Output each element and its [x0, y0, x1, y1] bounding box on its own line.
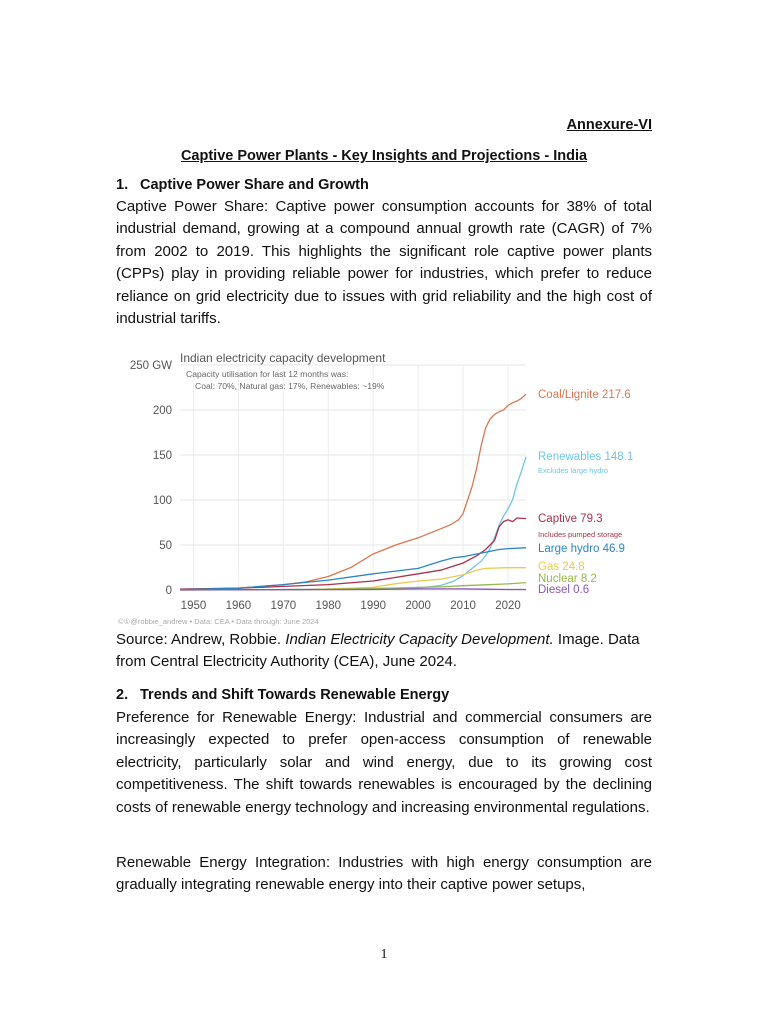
chart-subtitle-line-1: Capacity utilisation for last 12 months was:: [186, 369, 349, 379]
section-2-title: Trends and Shift Towards Renewable Energy: [140, 687, 450, 703]
chart-footer: ©①@robbie_andrew • Data: CEA • Data through: June 2024: [118, 617, 319, 626]
caption-suffix: Image. Data from Central Electricity Authority (CEA), June 2024.: [116, 631, 640, 671]
y-tick-label: 250 GW: [129, 360, 172, 372]
section-2-paragraph-1: Preference for Renewable Energy: Industrial and commercial consumers are increasingly expected to prefer open-access consumption of renewable electricity, particularly solar and wind energy, due to its growing cost competitiveness. The shift towards renewables is encouraged by the declining costs of renewable energy technology and increasing environmental regulations.: [116, 709, 652, 816]
section-1-paragraph: Captive Power Share: Captive power consumption accounts for 38% of total industrial demand, growing at a compound annual growth rate (CAGR) of 7% from 2002 to 2019. This highlights the significant role captive power plants (CPPs) play in providing reliable power for industries, which prefer to reduce reliance on grid electricity due to issues with grid reliability and the high cost of industrial tariffs.: [116, 198, 652, 328]
series-sublabel-renewables: Excludes large hydro: [538, 466, 609, 475]
section-2-paragraph-2: Renewable Energy Integration: Industries with high energy consumption are gradually integrating renewable energy into their captive power setups,: [116, 854, 652, 894]
x-tick-label: 1980: [315, 600, 342, 612]
section-2-heading: [116, 687, 449, 703]
x-tick-label: 1990: [360, 600, 387, 612]
y-tick-label: 100: [152, 495, 172, 507]
y-tick-label: 150: [152, 450, 172, 462]
x-tick-label: 2020: [495, 600, 521, 612]
figure-caption: [116, 629, 652, 674]
document-title: Captive Power Plants - Key Insights and Projections - India: [180, 148, 588, 164]
y-tick-label: 0: [165, 585, 172, 597]
x-tick-label: 2000: [405, 600, 431, 612]
series-label-renewables: Renewables 148.1: [538, 451, 634, 463]
annexure-label: Annexure-VI: [566, 117, 652, 133]
caption-prefix: Source: Andrew, Robbie.: [116, 631, 286, 648]
section-1-heading: [116, 177, 369, 193]
capacity-chart-svg: [118, 347, 648, 627]
series-label-nuclear: Nuclear 8.2: [538, 573, 597, 585]
capacity-chart: [118, 347, 648, 627]
series-label-captive: Captive 79.3: [538, 513, 603, 525]
section-1-number: 1.: [116, 177, 129, 193]
series-label-gas: Gas 24.8: [538, 561, 585, 573]
caption-title: Indian Electricity Capacity Development.: [285, 631, 554, 648]
series-label-large-hydro: Large hydro 46.9: [538, 543, 625, 555]
x-tick-label: 1950: [180, 600, 207, 612]
chart-title: Indian electricity capacity development: [180, 351, 386, 365]
section-2-number: 2.: [116, 687, 129, 703]
y-tick-label: 200: [152, 405, 172, 417]
chart-subtitle-line-2: Coal: 70%, Natural gas: 17%, Renewables: ~19%: [195, 381, 385, 391]
page-number: 1: [380, 947, 388, 962]
series-label-diesel: Diesel 0.6: [538, 584, 590, 596]
series-sublabel-captive: Includes pumped storage: [538, 530, 623, 539]
section-1-title: Captive Power Share and Growth: [140, 177, 369, 193]
x-tick-label: 1970: [270, 600, 297, 612]
x-tick-label: 1960: [225, 600, 252, 612]
series-label-coal-lignite: Coal/Lignite 217.6: [538, 389, 631, 401]
y-tick-label: 50: [159, 540, 172, 552]
x-tick-label: 2010: [450, 600, 476, 612]
